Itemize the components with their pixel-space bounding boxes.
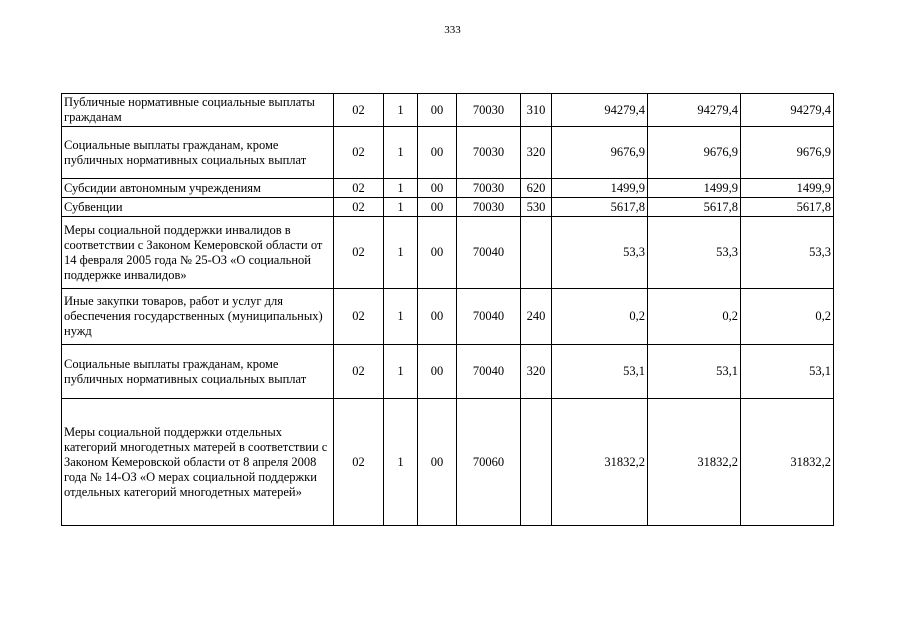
row-name: Социальные выплаты гражданам, кроме публичных нормативных социальных выплат bbox=[62, 127, 334, 179]
subprogram-code: 1 bbox=[384, 179, 418, 198]
event-code: 00 bbox=[418, 399, 457, 526]
program-code: 02 bbox=[334, 345, 384, 399]
direction-code: 70030 bbox=[457, 198, 521, 217]
amount-year-3: 0,2 bbox=[741, 289, 834, 345]
subprogram-code: 1 bbox=[384, 345, 418, 399]
program-code: 02 bbox=[334, 127, 384, 179]
row-name: Меры социальной поддержки инвалидов в соответствии с Законом Кемеровской области от 14 февраля 2005 года № 25-ОЗ «О социальной поддержке инвалидов» bbox=[62, 217, 334, 289]
expense-type-code: 320 bbox=[521, 345, 552, 399]
expense-type-code: 240 bbox=[521, 289, 552, 345]
direction-code: 70040 bbox=[457, 217, 521, 289]
subprogram-code: 1 bbox=[384, 127, 418, 179]
subprogram-code: 1 bbox=[384, 289, 418, 345]
amount-year-3: 31832,2 bbox=[741, 399, 834, 526]
program-code: 02 bbox=[334, 399, 384, 526]
table-row bbox=[62, 179, 834, 198]
amount-year-3: 1499,9 bbox=[741, 179, 834, 198]
amount-year-2: 53,3 bbox=[648, 217, 741, 289]
event-code: 00 bbox=[418, 345, 457, 399]
amount-year-1: 9676,9 bbox=[552, 127, 648, 179]
event-code: 00 bbox=[418, 127, 457, 179]
expense-type-code: 530 bbox=[521, 198, 552, 217]
amount-year-3: 53,3 bbox=[741, 217, 834, 289]
amount-year-1: 53,3 bbox=[552, 217, 648, 289]
event-code: 00 bbox=[418, 198, 457, 217]
amount-year-1: 5617,8 bbox=[552, 198, 648, 217]
program-code: 02 bbox=[334, 94, 384, 127]
row-name: Субвенции bbox=[62, 198, 334, 217]
amount-year-3: 53,1 bbox=[741, 345, 834, 399]
amount-year-1: 1499,9 bbox=[552, 179, 648, 198]
row-name: Социальные выплаты гражданам, кроме публичных нормативных социальных выплат bbox=[62, 345, 334, 399]
direction-code: 70030 bbox=[457, 94, 521, 127]
amount-year-2: 53,1 bbox=[648, 345, 741, 399]
direction-code: 70030 bbox=[457, 179, 521, 198]
amount-year-3: 9676,9 bbox=[741, 127, 834, 179]
program-code: 02 bbox=[334, 198, 384, 217]
table-row bbox=[62, 127, 834, 179]
table-row bbox=[62, 345, 834, 399]
amount-year-2: 94279,4 bbox=[648, 94, 741, 127]
event-code: 00 bbox=[418, 94, 457, 127]
table-row bbox=[62, 198, 834, 217]
table-row bbox=[62, 399, 834, 526]
table-row bbox=[62, 217, 834, 289]
program-code: 02 bbox=[334, 179, 384, 198]
subprogram-code: 1 bbox=[384, 94, 418, 127]
direction-code: 70040 bbox=[457, 289, 521, 345]
expense-type-code: 620 bbox=[521, 179, 552, 198]
amount-year-2: 31832,2 bbox=[648, 399, 741, 526]
expense-type-code: 310 bbox=[521, 94, 552, 127]
table-row bbox=[62, 94, 834, 127]
subprogram-code: 1 bbox=[384, 399, 418, 526]
expense-type-code bbox=[521, 399, 552, 526]
program-code: 02 bbox=[334, 289, 384, 345]
expense-type-code bbox=[521, 217, 552, 289]
direction-code: 70060 bbox=[457, 399, 521, 526]
amount-year-2: 1499,9 bbox=[648, 179, 741, 198]
amount-year-2: 9676,9 bbox=[648, 127, 741, 179]
amount-year-1: 0,2 bbox=[552, 289, 648, 345]
amount-year-3: 5617,8 bbox=[741, 198, 834, 217]
row-name: Иные закупки товаров, работ и услуг для обеспечения государственных (муниципальных) нужд bbox=[62, 289, 334, 345]
amount-year-1: 94279,4 bbox=[552, 94, 648, 127]
event-code: 00 bbox=[418, 179, 457, 198]
amount-year-3: 94279,4 bbox=[741, 94, 834, 127]
amount-year-1: 31832,2 bbox=[552, 399, 648, 526]
amount-year-1: 53,1 bbox=[552, 345, 648, 399]
direction-code: 70030 bbox=[457, 127, 521, 179]
subprogram-code: 1 bbox=[384, 217, 418, 289]
table-row bbox=[62, 289, 834, 345]
event-code: 00 bbox=[418, 217, 457, 289]
direction-code: 70040 bbox=[457, 345, 521, 399]
program-code: 02 bbox=[334, 217, 384, 289]
event-code: 00 bbox=[418, 289, 457, 345]
row-name: Субсидии автономным учреждениям bbox=[62, 179, 334, 198]
amount-year-2: 0,2 bbox=[648, 289, 741, 345]
budget-table bbox=[61, 93, 834, 526]
subprogram-code: 1 bbox=[384, 198, 418, 217]
row-name: Публичные нормативные социальные выплаты гражданам bbox=[62, 94, 334, 127]
page-number: 333 bbox=[444, 24, 461, 36]
amount-year-2: 5617,8 bbox=[648, 198, 741, 217]
expense-type-code: 320 bbox=[521, 127, 552, 179]
row-name: Меры социальной поддержки отдельных категорий многодетных матерей в соответствии с Законом Кемеровской области от 8 апреля 2008 года № 14-ОЗ «О мерах социальной поддержки отдельных категорий многодетных матерей» bbox=[62, 399, 334, 526]
